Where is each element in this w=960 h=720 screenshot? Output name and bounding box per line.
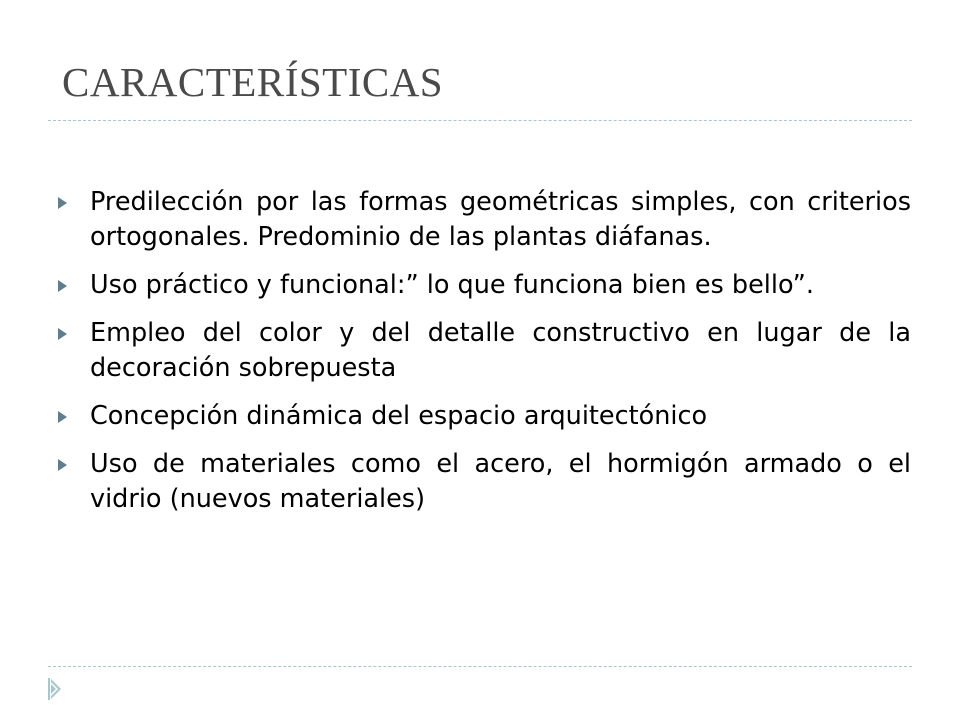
triangle-right-icon <box>58 328 67 340</box>
bullet-text: Predilección por las formas geométricas simples, con criterios ortogonales. Predominio de las plantas diáfanas. <box>90 187 911 252</box>
triangle-right-icon <box>58 411 67 423</box>
footer-divider <box>48 666 912 667</box>
bullet-list <box>58 185 911 530</box>
title-divider <box>48 120 912 121</box>
bullet-item <box>58 447 911 517</box>
bullet-text: Concepción dinámica del espacio arquitectónico <box>90 401 708 431</box>
triangle-right-icon <box>58 459 67 471</box>
bullet-item <box>58 268 911 303</box>
bullet-text: Uso práctico y funcional:” lo que funciona bien es bello”. <box>90 270 814 300</box>
corner-stripes-icon <box>48 678 62 700</box>
bullet-item <box>58 316 911 386</box>
slide-title: CARACTERÍSTICAS <box>62 59 444 105</box>
bullet-item <box>58 399 911 434</box>
bullet-item <box>58 185 911 255</box>
bullet-text: Uso de materiales como el acero, el hormigón armado o el vidrio (nuevos materiales) <box>90 449 911 514</box>
triangle-right-icon <box>58 197 67 209</box>
triangle-right-icon <box>58 280 67 292</box>
bullet-text: Empleo del color y del detalle constructivo en lugar de la decoración sobrepuesta <box>90 318 911 383</box>
